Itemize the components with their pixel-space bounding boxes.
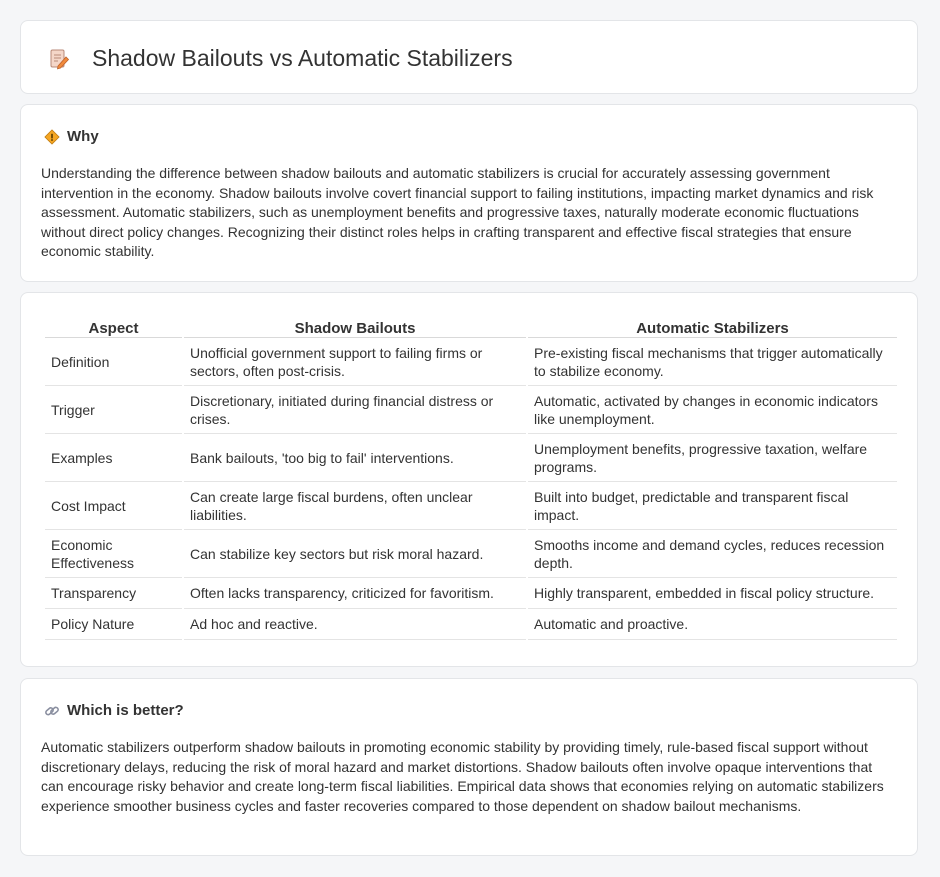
header-automatic-stabilizers: Automatic Stabilizers bbox=[528, 315, 897, 338]
shadow-cell: Bank bailouts, 'too big to fail' interventions. bbox=[184, 434, 526, 482]
why-body: Understanding the difference between shadow bailouts and automatic stabilizers is crucial for accurately assessing government intervention in the economy. Shadow bailouts involve covert financial support to failing institutions, impacting market dynamics and risk assessment. Automatic stabilizers, such as unemployment benefits and progressive taxes, naturally moderate economic fluctuations without direct policy changes. Recognizing their distinct roles helps in crafting transparent and effective fiscal strategies that ensure economic stability. bbox=[41, 165, 874, 260]
which-is-better-section bbox=[20, 678, 918, 856]
table-row bbox=[45, 386, 897, 434]
stabilizer-cell: Highly transparent, embedded in fiscal policy structure. bbox=[528, 578, 897, 609]
better-title: Which is better? bbox=[67, 702, 184, 719]
table-header-row bbox=[45, 315, 897, 338]
aspect-cell: Definition bbox=[45, 338, 182, 386]
document-pencil-icon bbox=[48, 48, 70, 70]
aspect-cell: Examples bbox=[45, 434, 182, 482]
comparison-card bbox=[20, 292, 918, 667]
comparison-table bbox=[43, 315, 899, 640]
table-row bbox=[45, 482, 897, 530]
table-row bbox=[45, 434, 897, 482]
table-row bbox=[45, 578, 897, 609]
link-icon bbox=[44, 703, 60, 719]
why-title: Why bbox=[67, 128, 99, 145]
why-section bbox=[20, 104, 918, 282]
table-row bbox=[45, 530, 897, 578]
shadow-cell: Discretionary, initiated during financial distress or crises. bbox=[184, 386, 526, 434]
aspect-cell: Trigger bbox=[45, 386, 182, 434]
shadow-cell: Often lacks transparency, criticized for favoritism. bbox=[184, 578, 526, 609]
shadow-cell: Ad hoc and reactive. bbox=[184, 609, 526, 640]
header-aspect: Aspect bbox=[45, 315, 182, 338]
stabilizer-cell: Smooths income and demand cycles, reduces recession depth. bbox=[528, 530, 897, 578]
diamond-sign-icon bbox=[44, 129, 60, 145]
stabilizer-cell: Pre-existing fiscal mechanisms that trigger automatically to stabilize economy. bbox=[528, 338, 897, 386]
header-shadow-bailouts: Shadow Bailouts bbox=[184, 315, 526, 338]
table-row bbox=[45, 338, 897, 386]
header-card bbox=[20, 20, 918, 94]
shadow-cell: Can stabilize key sectors but risk moral hazard. bbox=[184, 530, 526, 578]
aspect-cell: Economic Effectiveness bbox=[45, 530, 182, 578]
stabilizer-cell: Built into budget, predictable and transparent fiscal impact. bbox=[528, 482, 897, 530]
stabilizer-cell: Automatic, activated by changes in economic indicators like unemployment. bbox=[528, 386, 897, 434]
shadow-cell: Unofficial government support to failing firms or sectors, often post-crisis. bbox=[184, 338, 526, 386]
table-row bbox=[45, 609, 897, 640]
shadow-cell: Can create large fiscal burdens, often unclear liabilities. bbox=[184, 482, 526, 530]
aspect-cell: Cost Impact bbox=[45, 482, 182, 530]
aspect-cell: Transparency bbox=[45, 578, 182, 609]
stabilizer-cell: Unemployment benefits, progressive taxation, welfare programs. bbox=[528, 434, 897, 482]
aspect-cell: Policy Nature bbox=[45, 609, 182, 640]
better-body: Automatic stabilizers outperform shadow bailouts in promoting economic stability by providing timely, rule-based fiscal support without discretionary delays, reducing the risk of moral hazard and market distortions. Shadow bailouts often involve opaque interventions that can encourage risky behavior and create long-term fiscal liabilities. Empirical data shows that economies relying on automatic stabilizers experience smoother business cycles and faster recoveries compared to those dependent on shadow bailout mechanisms. bbox=[41, 739, 884, 814]
stabilizer-cell: Automatic and proactive. bbox=[528, 609, 897, 640]
page-title: Shadow Bailouts vs Automatic Stabilizers bbox=[92, 45, 513, 71]
